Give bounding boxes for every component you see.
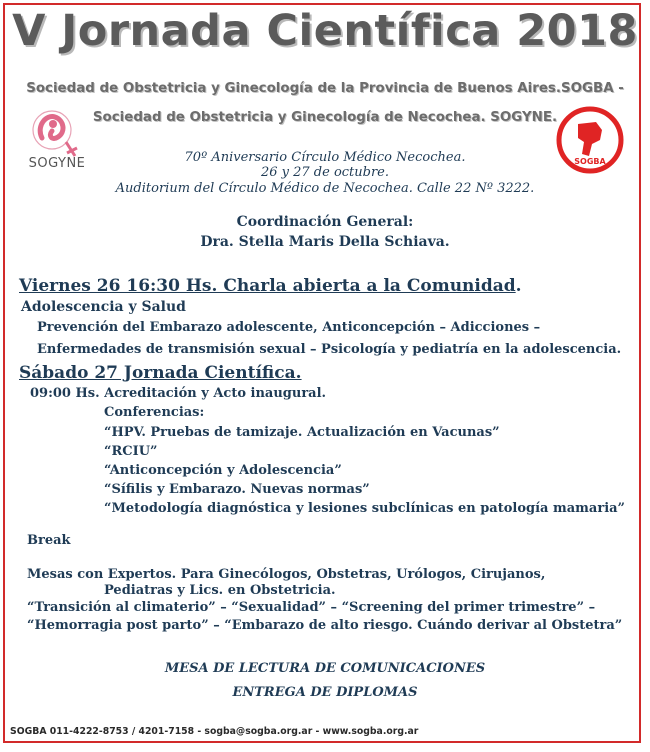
friday-topic: Adolescencia y Salud bbox=[21, 299, 186, 315]
panels-line-3: “Transición al climaterio” – “Sexualidad” – “Screening del primer trimestre” – bbox=[27, 600, 596, 615]
saturday-heading: Sábado 27 Jornada Científica. bbox=[19, 363, 302, 383]
friday-topics-line-2: Enfermedades de transmisión sexual – Psicología y pediatría en la adolescencia. bbox=[37, 342, 622, 357]
break-label: Break bbox=[27, 533, 71, 548]
sogyne-logo-label: SOGYNE bbox=[28, 156, 86, 171]
panels-line-2: Pediatras y Lics. en Obstetricia. bbox=[104, 583, 336, 598]
saturday-opening: 09:00 Hs. Acreditación y Acto inaugural. bbox=[30, 386, 327, 401]
footer-contact: SOGBA 011-4222-8753 / 4201-7158 - sogba@sogba.org.ar - www.sogba.org.ar bbox=[10, 726, 419, 737]
conference-item: “RCIU” bbox=[104, 444, 158, 459]
friday-topics-line-1: Prevención del Embarazo adolescente, Anticoncepción – Adicciones – bbox=[37, 320, 541, 335]
friday-heading: Viernes 26 16:30 Hs. Charla abierta a la Comunidad. bbox=[19, 276, 522, 296]
page-title: V Jornada Científica 2018 bbox=[12, 6, 638, 56]
coordination-label: Coordinación General: bbox=[236, 214, 414, 230]
conference-item: “Metodología diagnóstica y lesiones subclínicas en patología mamaria” bbox=[104, 501, 626, 516]
event-venue: Auditorium del Círculo Médico de Necochea. Calle 22 Nº 3222. bbox=[115, 181, 535, 196]
society-line-1: Sociedad de Obstetricia y Ginecología de la Provincia de Buenos Aires.SOGBA - bbox=[26, 81, 624, 96]
event-dates: 26 y 27 de octubre. bbox=[260, 165, 390, 180]
conference-item: “Sífilis y Embarazo. Nuevas normas” bbox=[104, 482, 370, 497]
conference-item: “HPV. Pruebas de tamizaje. Actualización en Vacunas” bbox=[104, 425, 500, 440]
coordination-name: Dra. Stella Maris Della Schiava. bbox=[200, 234, 450, 250]
closing-line-1: MESA DE LECTURA DE COMUNICACIONES bbox=[164, 661, 486, 676]
conference-item: “Anticoncepción y Adolescencia” bbox=[104, 463, 342, 478]
closing-line-2: ENTREGA DE DIPLOMAS bbox=[232, 685, 418, 700]
panels-line-1: Mesas con Expertos. Para Ginecólogos, Obstetras, Urólogos, Cirujanos, bbox=[27, 567, 546, 582]
society-line-2: Sociedad de Obstetricia y Ginecología de Necochea. SOGYNE. bbox=[92, 110, 558, 125]
anniversary-line: 70º Aniversario Círculo Médico Necochea. bbox=[184, 150, 466, 165]
conferences-label: Conferencias: bbox=[104, 405, 205, 420]
panels-line-4: “Hemorragia post parto” – “Embarazo de alto riesgo. Cuándo derivar al Obstetra” bbox=[27, 618, 623, 633]
sogba-logo-label: SOGBA bbox=[574, 157, 606, 166]
